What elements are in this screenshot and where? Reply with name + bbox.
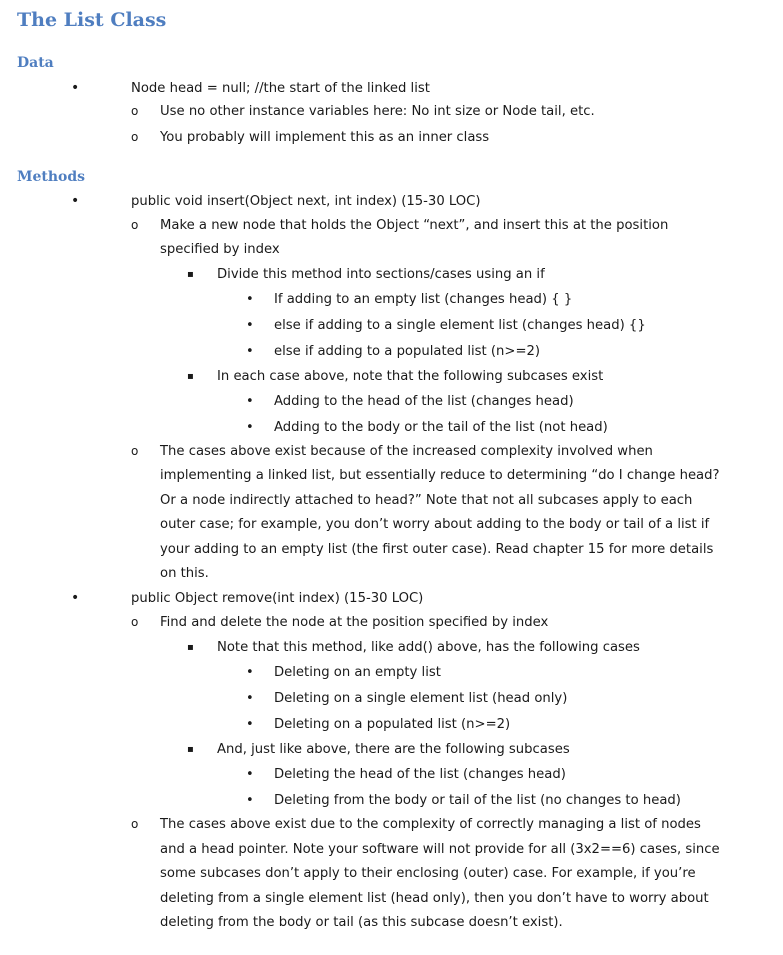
bullet-square: ▪ [187, 642, 194, 653]
remove-case: Deleting on a populated list (n>=2) [274, 717, 511, 732]
insert-case: else if adding to a single element list (changes head) {} [274, 318, 646, 333]
bullet-disc-small: • [246, 344, 254, 359]
bullet-circle: o [131, 130, 139, 144]
bullet-circle: o [131, 615, 139, 629]
bullet-disc-small: • [246, 793, 254, 808]
remove-subcase: Deleting the head of the list (changes head) [274, 767, 566, 782]
bullet-circle: o [131, 444, 139, 458]
remove-note-line: The cases above exist due to the complexity of correctly managing a list of nodes [160, 817, 701, 832]
insert-note-line: Or a node indirectly attached to head?” Note that not all subcases apply to each [160, 493, 693, 508]
bullet-disc-small: • [246, 691, 254, 706]
bullet-disc: • [71, 193, 80, 209]
insert-desc-line: specified by index [160, 242, 280, 257]
insert-desc-line: Make a new node that holds the Object “next”, and insert this at the position [160, 218, 669, 233]
insert-note-line: outer case; for example, you don’t worry about adding to the body or tail of a list if [160, 517, 710, 532]
bullet-circle: o [131, 817, 139, 831]
insert-note-line: The cases above exist because of the increased complexity involved when [160, 444, 653, 459]
remove-case: Deleting on an empty list [274, 665, 441, 680]
methods-heading: Methods [17, 169, 86, 185]
remove-cases-intro: Note that this method, like add() above, has the following cases [217, 640, 640, 655]
insert-signature: public void insert(Object next, int index) (15-30 LOC) [131, 194, 481, 209]
insert-case: else if adding to a populated list (n>=2) [274, 344, 541, 359]
bullet-disc-small: • [246, 394, 254, 409]
insert-note-line: your adding to an empty list (the first outer case). Read chapter 15 for more details [160, 542, 714, 557]
insert-subcase: Adding to the head of the list (changes head) [274, 394, 574, 409]
insert-note-line: on this. [160, 566, 209, 581]
bullet-square: ▪ [187, 371, 194, 382]
bullet-circle: o [131, 218, 139, 232]
insert-subcase-intro: In each case above, note that the following subcases exist [217, 369, 604, 384]
remove-signature: public Object remove(int index) (15-30 LOC) [131, 591, 424, 606]
bullet-disc-small: • [246, 665, 254, 680]
remove-case: Deleting on a single element list (head only) [274, 691, 568, 706]
bullet-disc-small: • [246, 420, 254, 435]
remove-desc: Find and delete the node at the position specified by index [160, 615, 549, 630]
remove-note-line: and a head pointer. Note your software will not provide for all (3x2==6) cases, since [160, 842, 720, 857]
bullet-circle: o [131, 104, 139, 118]
insert-note-line: implementing a linked list, but essentially reduce to determining “do I change head? [160, 468, 720, 483]
bullet-disc-small: • [246, 318, 254, 333]
bullet-disc-small: • [246, 292, 254, 307]
data-subitem: Use no other instance variables here: No int size or Node tail, etc. [160, 104, 595, 119]
bullet-disc: • [71, 590, 80, 606]
page-title: The List Class [17, 9, 167, 31]
remove-subcase: Deleting from the body or tail of the list (no changes to head) [274, 793, 681, 808]
remove-subcase-intro: And, just like above, there are the following subcases [217, 742, 570, 757]
data-heading: Data [17, 55, 54, 71]
bullet-disc-small: • [246, 717, 254, 732]
insert-case: If adding to an empty list (changes head) { } [274, 292, 573, 307]
remove-note-line: deleting from the body or tail (as this subcase doesn’t exist). [160, 915, 563, 930]
insert-divide: Divide this method into sections/cases using an if [217, 267, 545, 282]
remove-note-line: some subcases don’t apply to their enclosing (outer) case. For example, if you’re [160, 866, 696, 881]
bullet-disc-small: • [246, 767, 254, 782]
data-subitem: You probably will implement this as an inner class [160, 130, 490, 145]
data-item: Node head = null; //the start of the linked list [131, 81, 430, 96]
bullet-square: ▪ [187, 269, 194, 280]
remove-note-line: deleting from a single element list (head only), then you don’t have to worry about [160, 891, 709, 906]
insert-subcase: Adding to the body or the tail of the list (not head) [274, 420, 608, 435]
bullet-square: ▪ [187, 744, 194, 755]
bullet-disc: • [71, 80, 80, 96]
